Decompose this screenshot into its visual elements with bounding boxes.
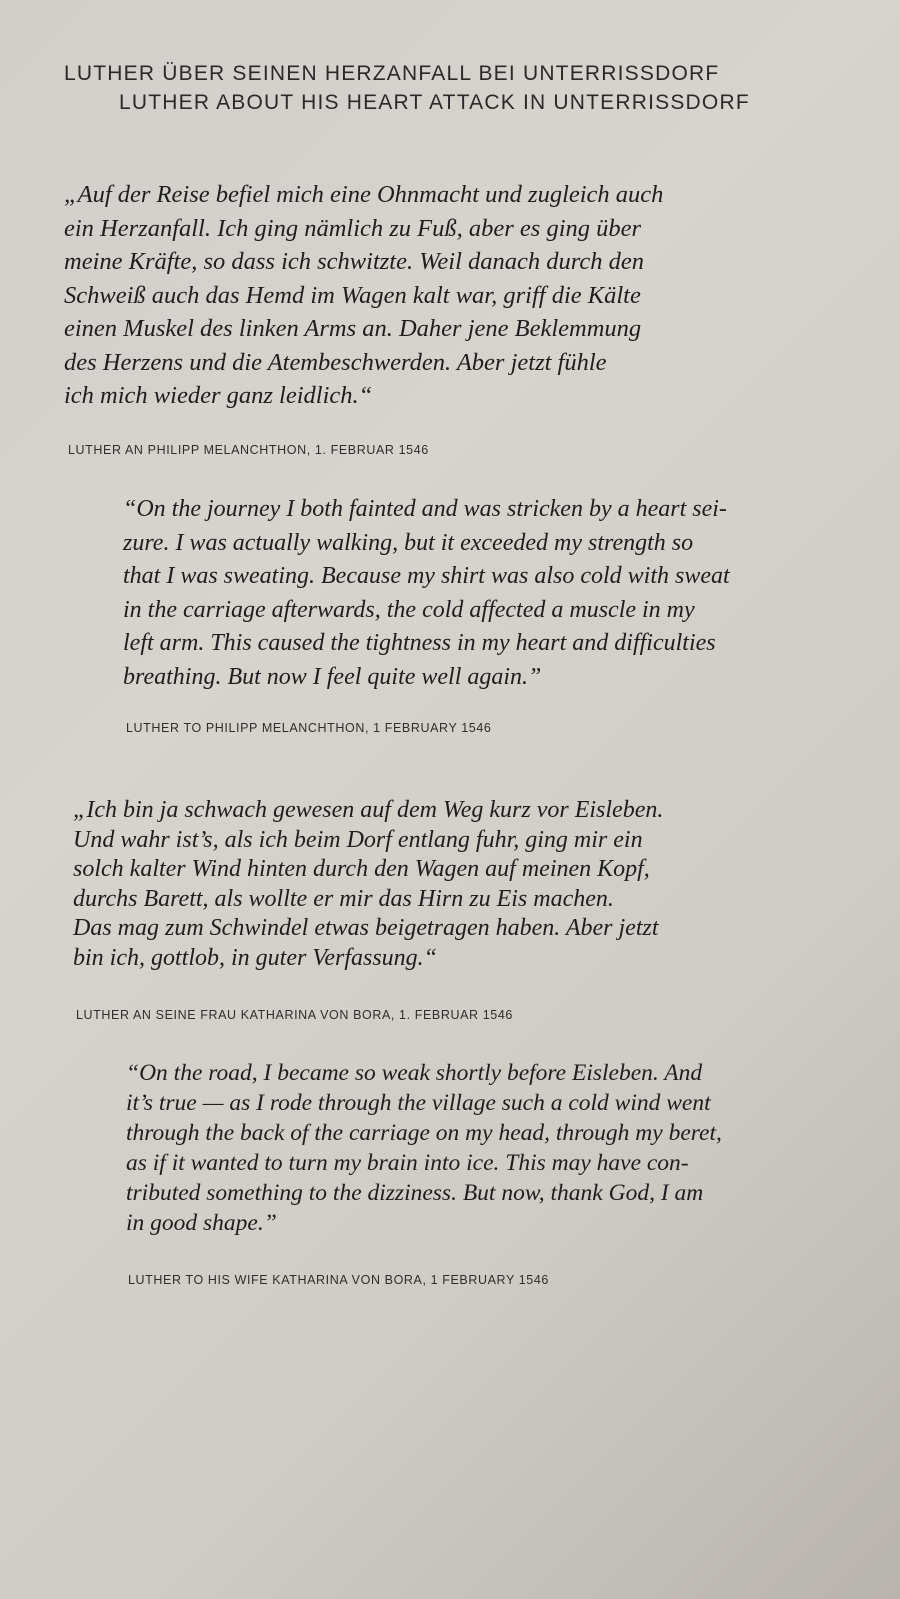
- quote-line: einen Muskel des linken Arms an. Daher jene Beklemmung: [64, 315, 642, 342]
- panel-title-german: LUTHER ÜBER SEINEN HERZANFALL BEI UNTERRISSDORF: [64, 62, 720, 85]
- quote-source: LUTHER AN PHILIPP MELANCHTHON, 1. FEBRUAR 1546: [68, 443, 429, 457]
- quote-line: “On the road, I became so weak shortly before Eisleben. And: [126, 1060, 703, 1086]
- quote-line: that I was sweating. Because my shirt was also cold with sweat: [123, 563, 730, 589]
- quote-line: meine Kräfte, so dass ich schwitzte. Weil danach durch den: [64, 248, 644, 275]
- quote-line: through the back of the carriage on my head, through my beret,: [126, 1120, 722, 1146]
- quote-line: left arm. This caused the tightness in my heart and difficulties: [123, 630, 716, 656]
- quote-line: zure. I was actually walking, but it exceeded my strength so: [123, 529, 694, 556]
- quote-line: Das mag zum Schwindel etwas beigetragen haben. Aber jetzt: [73, 915, 659, 941]
- quote-line: durchs Barett, als wollte er mir das Hirn zu Eis machen.: [73, 885, 614, 912]
- quote-line: in good shape.”: [126, 1210, 277, 1236]
- quote-english-katharina: [126, 1058, 722, 1238]
- quote-english-melanchthon: [123, 493, 730, 694]
- quote-german-katharina: [73, 796, 663, 973]
- quote-source: LUTHER TO HIS WIFE KATHARINA VON BORA, 1 FEBRUARY 1546: [128, 1273, 549, 1287]
- quote-german-melanchthon: [64, 178, 663, 413]
- quote-line: ich mich wieder ganz leidlich.“: [64, 382, 373, 409]
- panel-title-english: LUTHER ABOUT HIS HEART ATTACK IN UNTERRISSDORF: [119, 91, 750, 114]
- quote-line: as if it wanted to turn my brain into ice. This may have con-: [126, 1150, 689, 1176]
- quote-source: LUTHER TO PHILIPP MELANCHTHON, 1 FEBRUARY 1546: [126, 721, 492, 735]
- quote-line: Schweiß auch das Hemd im Wagen kalt war, griff die Kälte: [64, 281, 641, 309]
- quote-line: it’s true — as I rode through the village such a cold wind went: [126, 1090, 711, 1116]
- quote-source: LUTHER AN SEINE FRAU KATHARINA VON BORA, 1. FEBRUAR 1546: [76, 1008, 513, 1022]
- quote-line: Und wahr ist’s, als ich beim Dorf entlang fuhr, ging mir ein: [73, 826, 643, 853]
- quote-line: ein Herzanfall. Ich ging nämlich zu Fuß, aber es ging über: [64, 214, 642, 242]
- quote-line: breathing. But now I feel quite well again.”: [123, 663, 542, 690]
- quote-line: “On the journey I both fainted and was stricken by a heart sei-: [123, 496, 727, 522]
- quote-line: tributed something to the dizziness. But now, thank God, I am: [126, 1180, 704, 1206]
- quote-line: „Ich bin ja schwach gewesen auf dem Weg kurz vor Eisleben.: [73, 797, 664, 823]
- quote-line: „Auf der Reise befiel mich eine Ohnmacht und zugleich auch: [64, 181, 664, 208]
- quote-line: solch kalter Wind hinten durch den Wagen auf meinen Kopf,: [73, 856, 650, 882]
- quote-line: des Herzens und die Atembeschwerden. Aber jetzt fühle: [64, 348, 607, 376]
- quote-line: bin ich, gottlob, in guter Verfassung.“: [73, 944, 438, 971]
- quote-line: in the carriage afterwards, the cold affected a muscle in my: [123, 596, 695, 623]
